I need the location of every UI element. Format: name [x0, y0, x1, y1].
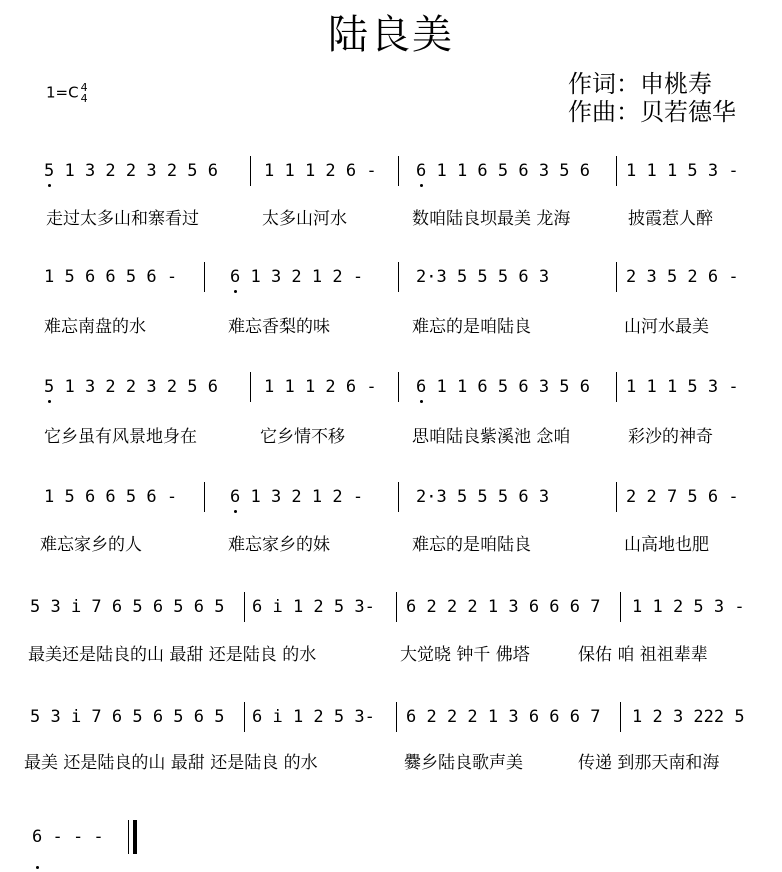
notation-segment: 5 1 3 2 2 3 2 5 6 [44, 161, 218, 181]
lyric-line: 难忘的是咱陆良 [412, 317, 531, 337]
bar-line [398, 156, 399, 186]
bar-line [396, 702, 397, 732]
key-signature: 1=C [46, 83, 79, 102]
notation-segment: 5 3 i 7 6 5 6 5 6 5 [30, 707, 225, 727]
notation-segment: 6 - - - [32, 827, 104, 847]
bar-line [616, 262, 617, 292]
bar-line [398, 262, 399, 292]
notation-segment: 2 3 5 2 6 - [626, 267, 739, 287]
lyric-line: 难忘家乡的妹 [228, 535, 330, 555]
bar-line [620, 702, 621, 732]
lyric-line: 山高地也肥 [624, 535, 709, 555]
notation-segment: 2·3 5 5 5 6 3 [416, 267, 550, 287]
lyric-line: 最美还是陆良的山 最甜 还是陆良 的水 [28, 645, 317, 665]
notation-segment: 2·3 5 5 5 6 3 [416, 487, 550, 507]
notation-segment: 5 1 3 2 2 3 2 5 6 [44, 377, 218, 397]
bar-line [398, 482, 399, 512]
bar-line [616, 372, 617, 402]
lyric-line: 走过太多山和寨看过 [46, 209, 199, 229]
notation-segment: 1 5 6 6 5 6 - [44, 487, 178, 507]
lyricist-credit: 作词：申桃寿 [568, 70, 712, 98]
bar-line [244, 592, 245, 622]
lyric-line: 太多山河水 [262, 209, 347, 229]
lyric-line: 大觉晓 钟千 佛塔 [400, 645, 530, 665]
lyric-line: 爨乡陆良歌声美 [404, 753, 523, 773]
notation-segment: 6 2 2 2 1 3 6 6 6 7 [406, 707, 601, 727]
bar-line [398, 372, 399, 402]
lyric-line: 难忘的是咱陆良 [412, 535, 531, 555]
bar-line [616, 482, 617, 512]
octave-dot [48, 400, 51, 403]
bar-line [250, 372, 251, 402]
bar-line [204, 262, 205, 292]
octave-dot [234, 290, 237, 293]
notation-segment: 6 i 1 2 5 3- [252, 597, 375, 617]
lyric-line: 数咱陆良坝最美 龙海 [412, 209, 571, 229]
bar-line [616, 156, 617, 186]
lyric-line: 最美 还是陆良的山 最甜 还是陆良 的水 [24, 753, 318, 773]
song-title: 陆良美 [328, 12, 454, 58]
composer-credit: 作曲：贝若德华 [568, 98, 736, 126]
key-time-signature [46, 82, 88, 104]
octave-dot [420, 400, 423, 403]
final-barline-thick [133, 820, 137, 854]
notation-segment: 1 1 1 5 3 - [626, 377, 739, 397]
octave-dot [234, 510, 237, 513]
lyric-line: 它乡情不移 [260, 427, 345, 447]
lyric-line: 山河水最美 [624, 317, 709, 337]
lyric-line: 保佑 咱 祖祖辈辈 [578, 645, 708, 665]
notation-segment: 6 i 1 2 5 3- [252, 707, 375, 727]
notation-segment: 5 3 i 7 6 5 6 5 6 5 [30, 597, 225, 617]
final-barline-thin [128, 820, 129, 854]
octave-dot [48, 184, 51, 187]
notation-segment: 1 1 1 5 3 - [626, 161, 739, 181]
lyric-line: 彩沙的神奇 [628, 427, 713, 447]
bar-line [396, 592, 397, 622]
notation-segment: 6 2 2 2 1 3 6 6 6 7 [406, 597, 601, 617]
octave-dot [36, 866, 39, 869]
time-signature: 4 4 [80, 81, 88, 105]
bar-line [620, 592, 621, 622]
notation-segment: 1 1 1 2 6 - [264, 161, 377, 181]
lyric-line: 传递 到那天南和海 [578, 753, 720, 773]
notation-segment: 1 2 3 222 5 [632, 707, 745, 727]
notation-segment: 2 2 7 5 6 - [626, 487, 739, 507]
notation-segment: 1 5 6 6 5 6 - [44, 267, 178, 287]
octave-dot [420, 184, 423, 187]
notation-segment: 1 1 1 2 6 - [264, 377, 377, 397]
lyric-line: 思咱陆良紫溪池 念咱 [412, 427, 571, 447]
lyric-line: 难忘家乡的人 [40, 535, 142, 555]
lyric-line: 难忘南盘的水 [44, 317, 146, 337]
lyric-line: 它乡虽有风景地身在 [44, 427, 197, 447]
bar-line [244, 702, 245, 732]
lyric-line: 难忘香梨的味 [228, 317, 330, 337]
bar-line [204, 482, 205, 512]
notation-segment: 6 1 3 2 1 2 - [230, 487, 364, 507]
notation-segment: 6 1 3 2 1 2 - [230, 267, 364, 287]
notation-segment: 1 1 2 5 3 - [632, 597, 745, 617]
notation-segment: 6 1 1 6 5 6 3 5 6 [416, 377, 590, 397]
bar-line [250, 156, 251, 186]
lyric-line: 披霞惹人醉 [628, 209, 713, 229]
notation-segment: 6 1 1 6 5 6 3 5 6 [416, 161, 590, 181]
